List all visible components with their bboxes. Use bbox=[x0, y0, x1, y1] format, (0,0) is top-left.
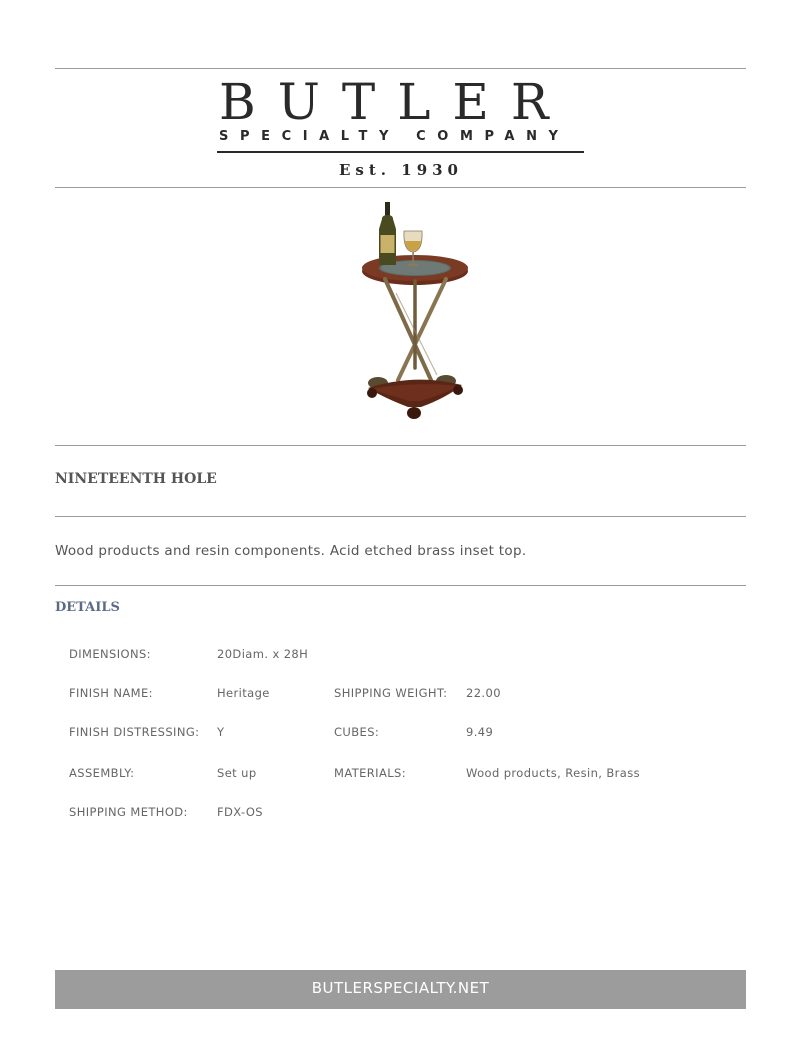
shipping-weight-label: SHIPPING WEIGHT: bbox=[334, 686, 448, 700]
finish-distressing-value: Y bbox=[217, 725, 225, 739]
top-rule bbox=[55, 68, 746, 69]
finish-name-value: Heritage bbox=[217, 686, 270, 700]
logo-underline bbox=[217, 151, 584, 153]
logo-established: Est. 1930 bbox=[339, 161, 463, 179]
assembly-value: Set up bbox=[217, 766, 257, 780]
details-heading: DETAILS bbox=[55, 600, 120, 615]
image-bottom-rule bbox=[55, 445, 746, 446]
website-link[interactable]: BUTLERSPECIALTY.NET bbox=[311, 979, 490, 997]
cubes-label: CUBES: bbox=[334, 725, 380, 739]
cubes-value: 9.49 bbox=[466, 725, 494, 739]
product-description: Wood products and resin components. Acid etched brass inset top. bbox=[55, 543, 527, 559]
butler-logo bbox=[217, 73, 585, 184]
shipping-method-label: SHIPPING METHOD: bbox=[69, 805, 188, 819]
finish-name-label: FINISH NAME: bbox=[69, 686, 153, 700]
title-bottom-rule bbox=[55, 516, 746, 517]
shipping-method-value: FDX-OS bbox=[217, 805, 263, 819]
dimensions-label: DIMENSIONS: bbox=[69, 647, 151, 661]
logo-wordmark: BUTLER bbox=[219, 73, 571, 131]
logo-tagline: SPECIALTY COMPANY bbox=[219, 129, 570, 144]
product-image bbox=[296, 193, 526, 433]
shipping-weight-value: 22.00 bbox=[466, 686, 501, 700]
footer-bar bbox=[55, 970, 746, 1009]
materials-value: Wood products, Resin, Brass bbox=[466, 766, 641, 780]
assembly-label: ASSEMBLY: bbox=[69, 766, 135, 780]
dimensions-value: 20Diam. x 28H bbox=[217, 647, 309, 661]
logo-bottom-rule bbox=[55, 187, 746, 188]
materials-label: MATERIALS: bbox=[334, 766, 407, 780]
finish-distressing-label: FINISH DISTRESSING: bbox=[69, 725, 200, 739]
description-bottom-rule bbox=[55, 585, 746, 586]
product-title: NINETEENTH HOLE bbox=[55, 471, 217, 487]
